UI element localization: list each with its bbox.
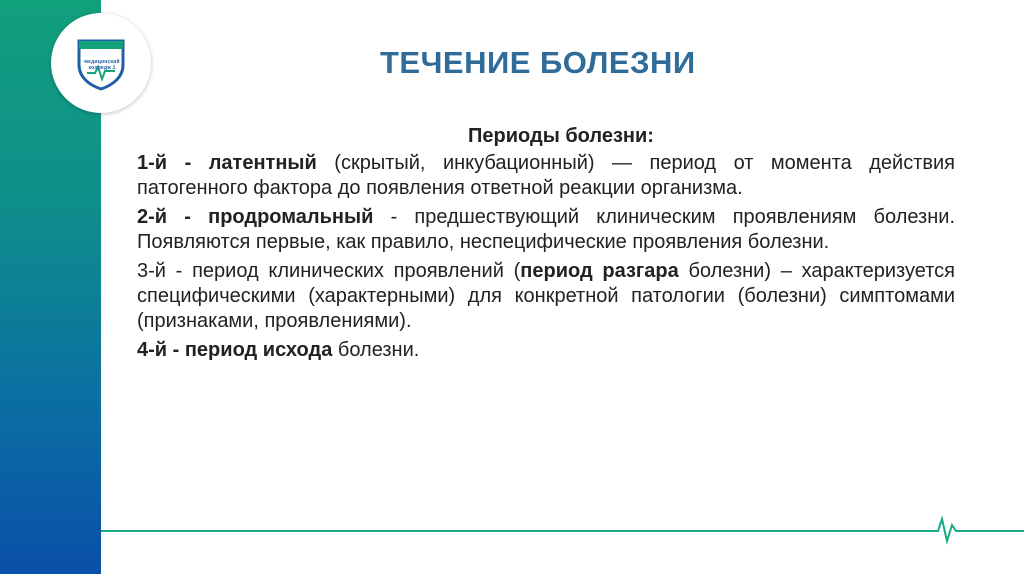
period-text: болезни.	[332, 339, 420, 361]
subtitle: Периоды болезни:	[468, 125, 654, 147]
period-term: 2-й - продромальный	[137, 206, 374, 228]
period-text: - предшествующий клиническим проявлениям болезни. Появляются первые, как правило, неспецифические проявления болезни.	[137, 206, 955, 253]
period-term: период разгара	[520, 260, 679, 282]
period-term: 4-й - период исхода	[137, 339, 333, 361]
slide-title: ТЕЧЕНИЕ БОЛЕЗНИ	[380, 45, 696, 80]
period-4	[137, 338, 955, 363]
logo-text: медицинский колледж 1	[84, 59, 120, 71]
period-term: 1-й - латентный	[137, 152, 317, 174]
period-3	[137, 259, 955, 334]
period-lead: 3-й - период клинических проявлений (	[137, 260, 521, 282]
period-1	[137, 151, 955, 201]
heartbeat-line-icon	[101, 515, 1024, 545]
college-logo	[51, 13, 151, 113]
period-text: (скрытый, инкубационный) — период от момента действия патогенного фактора до появления ответной реакции организма.	[137, 152, 955, 199]
slide-content	[137, 124, 955, 367]
period-2	[137, 205, 955, 255]
period-text: болезни) – характеризуется специфическими (характерными) для конкретной патологии (болезни) симптомами (признаками, проявлениями).	[137, 260, 955, 332]
